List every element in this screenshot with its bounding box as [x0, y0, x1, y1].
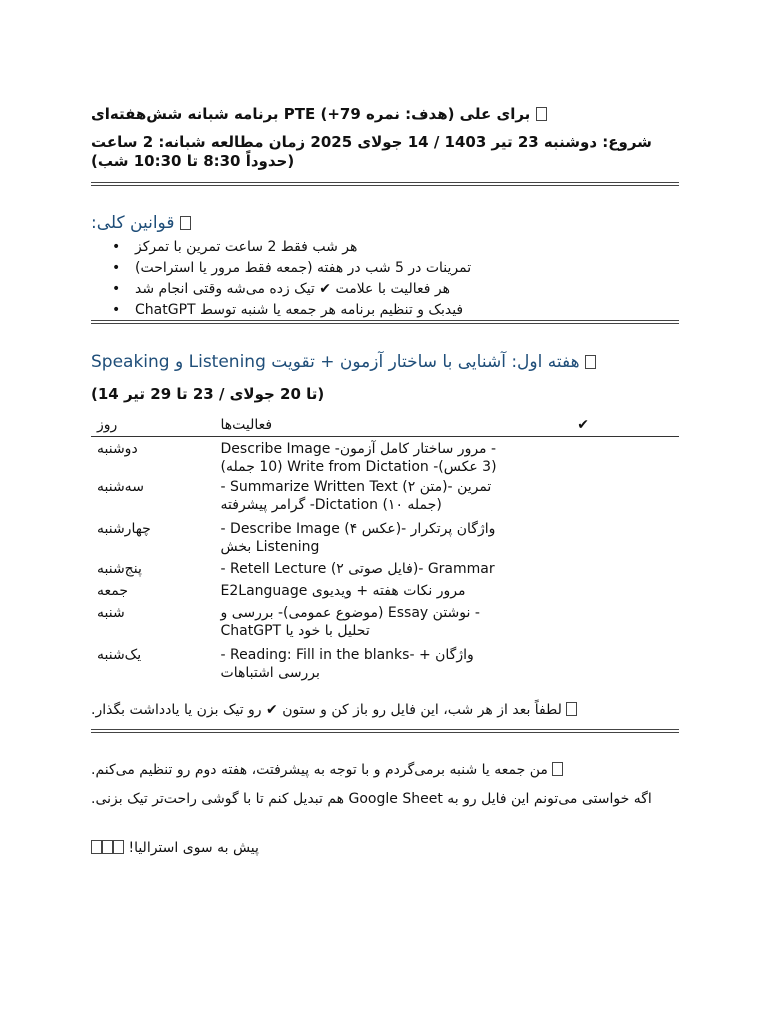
activity-cell: - Reading: Fill in the blanks- واژگان + بررسی اشتباهات	[220, 647, 474, 681]
table-row	[91, 478, 679, 520]
rule-item: • فیدبک و تنظیم برنامه هر جمعه یا شنبه توسط ChatGPT	[91, 300, 679, 321]
day-cell: سه‌شنبه	[97, 479, 144, 495]
start-line: شروع: دوشنبه 23 تیر 1403 / 14 جولای 2025 زمان مطالعه شبانه: 2 ساعت	[91, 133, 652, 151]
week1-dates: (تا 20 جولای / 23 تا 29 تیر 14)	[91, 385, 325, 403]
week1-note-text: لطفاً بعد از هر شب، این فایل رو باز کن و ستون ✔ رو تیک بزن یا یادداشت بگذار.	[91, 702, 562, 718]
activity-cell: - مرور ساختار کامل آزمون- Describe Image (3 عکس)- Write from Dictation (10 جمله)	[220, 441, 497, 475]
column-header-check: ✔	[503, 414, 679, 437]
footer-line-3-text: پیش به سوی استرالیا!	[128, 840, 259, 856]
check-cell[interactable]	[503, 646, 679, 686]
time-line: (حدوداً 8:30 تا 10:30 شب)	[91, 152, 295, 170]
bullet: •	[112, 302, 121, 318]
return-icon	[552, 762, 563, 776]
day-cell: دوشنبه	[97, 441, 138, 457]
footer-line-1	[91, 760, 679, 780]
column-header-activities: فعالیت‌ها	[215, 414, 503, 437]
calendar-icon	[585, 355, 596, 369]
pin-icon	[180, 216, 191, 230]
bullet: •	[112, 260, 121, 276]
day-cell: یک‌شنبه	[97, 647, 142, 663]
week1-heading-text: هفته اول: آشنایی با ساختار آزمون + تقویت Listening و Speaking	[91, 352, 580, 372]
note-icon	[566, 702, 577, 716]
clipboard-icon	[536, 107, 547, 121]
bullet: •	[112, 281, 121, 297]
rule-item: • هر شب فقط 2 ساعت تمرین با تمرکز	[91, 237, 679, 258]
day-cell: شنبه	[97, 605, 125, 621]
table-row	[91, 520, 679, 560]
check-cell[interactable]	[503, 437, 679, 479]
emoji-icon	[102, 840, 113, 854]
emoji-icon	[91, 840, 102, 854]
activity-cell: مرور نکات هفته + ویدیوی E2Language	[220, 583, 466, 599]
check-cell[interactable]	[503, 604, 679, 646]
day-cell: پنج‌شنبه	[97, 561, 142, 577]
activity-cell: - Describe Image (عکس ۴)- واژگان پرتکرار بخش Listening	[220, 521, 496, 555]
start-info	[91, 133, 679, 171]
day-cell: جمعه	[97, 583, 129, 599]
divider	[91, 320, 679, 324]
title-text: برای علی (هدف: نمره 79+) PTE برنامه شبانه شش‌هفته‌ای	[91, 105, 531, 123]
table-row	[91, 604, 679, 646]
table-row	[91, 646, 679, 686]
check-cell[interactable]	[503, 520, 679, 560]
check-cell[interactable]	[503, 560, 679, 582]
table-header-row	[91, 414, 679, 437]
activity-cell: - Summarize Written Text (متن ۲)- تمرین گرامر پیشرفته -Dictation (جمله ۱۰)	[220, 479, 492, 513]
rules-list	[91, 237, 679, 321]
rules-heading	[91, 212, 679, 234]
rule-item: • تمرینات در 5 شب در هفته (جمعه فقط مرور یا استراحت)	[91, 258, 679, 279]
emoji-icon	[113, 840, 124, 854]
table-row	[91, 437, 679, 479]
check-cell[interactable]	[503, 582, 679, 604]
rule-item: • هر فعالیت با علامت ✔ تیک زده می‌شه وقتی انجام شد	[91, 279, 679, 300]
day-cell: چهارشنبه	[97, 521, 151, 537]
rules-heading-text: قوانین کلی:	[91, 213, 175, 233]
footer-line-1-text: من جمعه یا شنبه برمی‌گردم و با توجه به پیشرفتت، هفته دوم رو تنظیم می‌کنم.	[91, 762, 548, 778]
table-row	[91, 582, 679, 604]
divider	[91, 729, 679, 733]
week1-schedule-table	[91, 414, 679, 686]
bullet: •	[112, 239, 121, 255]
activity-cell: - نوشتن Essay (موضوع عمومی)- بررسی و تحلیل با خود یا ChatGPT	[220, 605, 480, 639]
table-row	[91, 560, 679, 582]
document-title	[91, 104, 679, 124]
week1-note	[91, 700, 679, 720]
activity-cell: - Retell Lecture (فایل صوتی ۲)- Grammar	[220, 561, 495, 577]
week1-heading	[91, 351, 679, 373]
footer-line-3	[91, 838, 679, 858]
divider	[91, 182, 679, 186]
footer-line-2: اگه خواستی می‌تونم این فایل رو به Google Sheet هم تبدیل کنم تا با گوشی راحت‌تر تیک بزنی.	[91, 791, 652, 807]
column-header-day: روز	[91, 414, 215, 437]
check-cell[interactable]	[503, 478, 679, 520]
